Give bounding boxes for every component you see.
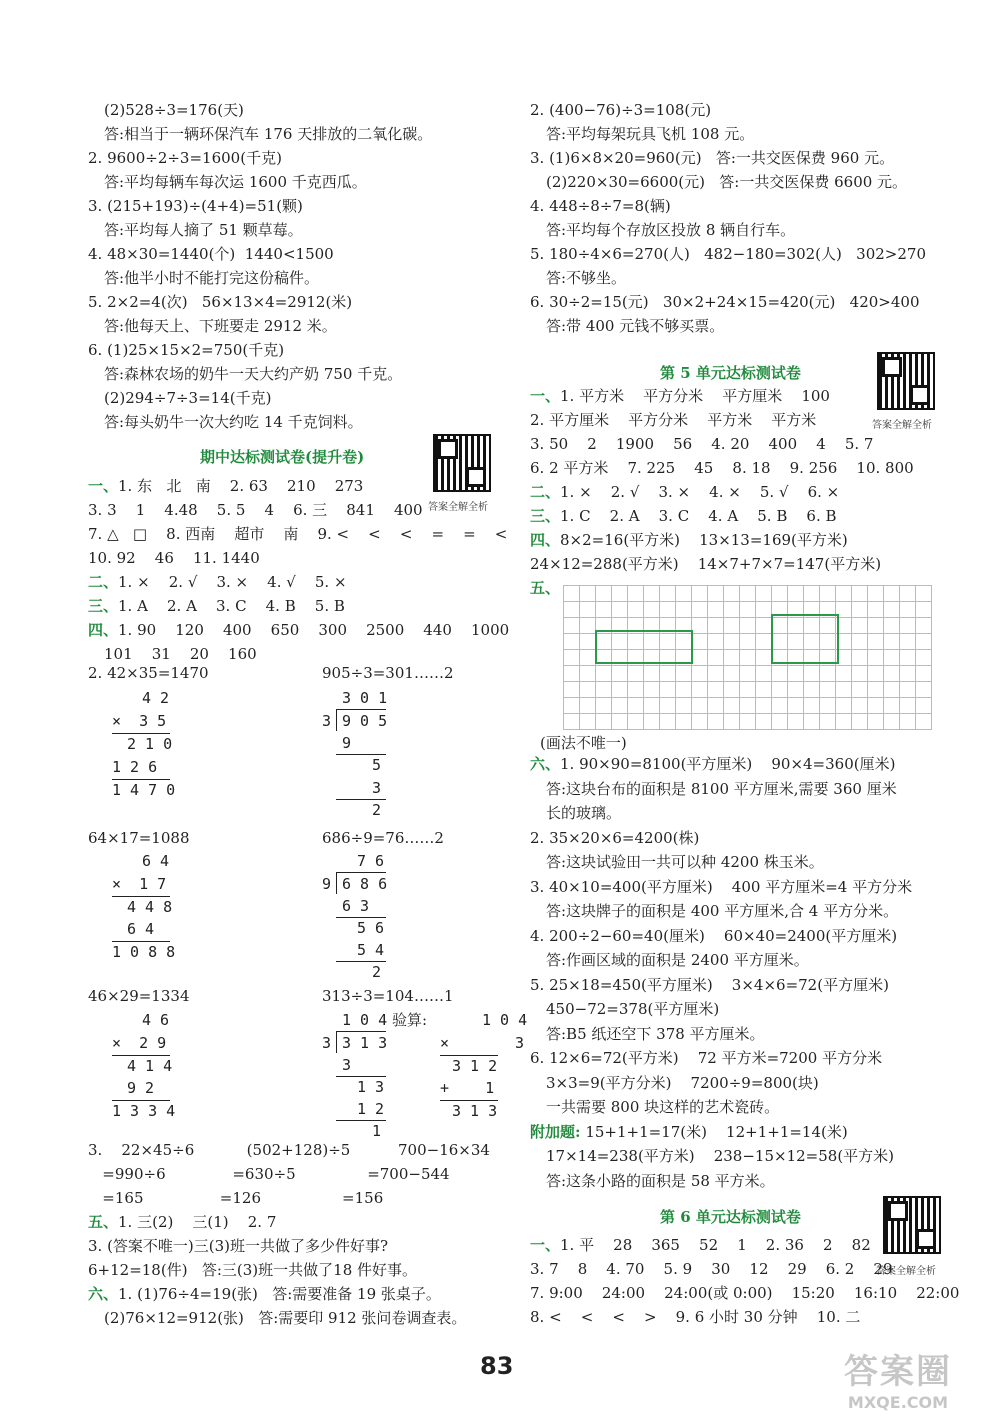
answer-line: 二、1. × 2. √ 3. × 4. √ 5. × bbox=[88, 573, 347, 591]
answer-line: (2)220×30=6600(元) 答:一共交医保费 6600 元。 bbox=[546, 173, 908, 191]
answer-line: 2. 9600÷2÷3=1600(千克) bbox=[88, 149, 282, 167]
answer-line: (2)528÷3=176(天) bbox=[104, 101, 244, 119]
answer-line: =165 =126 =156 bbox=[88, 1189, 384, 1207]
answer-line: 答:作画区域的面积是 2400 平方厘米。 bbox=[546, 951, 809, 969]
answer-line: 7. 9:00 24:00 24:00(或 0:00) 15:20 16:10 22:00 bbox=[530, 1284, 960, 1302]
section-title-midterm: 期中达标测试卷(提升卷) bbox=[200, 448, 365, 466]
qr-code-icon[interactable] bbox=[883, 1196, 941, 1254]
answer-line: 3. 3 1 4.48 5. 5 4 6. 三 841 400 bbox=[88, 501, 423, 519]
watermark-text: 答案圈 bbox=[844, 1352, 952, 1392]
answer-line: 一共需要 800 块这样的艺术瓷砖。 bbox=[546, 1098, 780, 1116]
answer-line: 五、1. 三(2) 三(1) 2. 7 bbox=[88, 1213, 277, 1231]
answer-line: 答:平均每辆车每次运 1600 千克西瓜。 bbox=[104, 173, 367, 191]
answer-line: 答:相当于一辆环保汽车 176 天排放的二氧化碳。 bbox=[104, 125, 433, 143]
answer-line: 3. (215+193)÷(4+4)=51(颗) bbox=[88, 197, 303, 215]
answer-line: 六、1. 90×90=8100(平方厘米) 90×4=360(厘米) bbox=[530, 755, 896, 773]
page-number: 83 bbox=[480, 1352, 514, 1380]
answer-line: 答:这块试验田一共可以种 4200 株玉米。 bbox=[546, 853, 824, 871]
answer-line: 6. 2 平方米 7. 225 45 8. 18 9. 256 10. 800 bbox=[530, 459, 914, 477]
equation-313div3: 313÷3=104……1 bbox=[322, 987, 454, 1005]
answer-line: 答:B5 纸还空下 378 平方厘米。 bbox=[546, 1024, 765, 1043]
answer-line: 答:这块牌子的面积是 400 平方厘米,合 4 平方分米。 bbox=[546, 902, 899, 920]
answer-line: 五、 bbox=[530, 579, 561, 597]
answer-line: 三、1. C 2. A 3. C 4. A 5. B 6. B bbox=[530, 507, 837, 525]
qr-code-icon[interactable] bbox=[433, 434, 491, 492]
answer-line: 一、1. 东 北 南 2. 63 210 273 bbox=[88, 477, 364, 495]
answer-line: 3. 50 2 1900 56 4. 20 400 4 5. 7 bbox=[530, 435, 874, 453]
answer-line: 答:他每天上、下班要走 2912 米。 bbox=[104, 317, 337, 335]
answer-line: 四、1. 90 120 400 650 300 2500 440 1000 bbox=[88, 621, 510, 639]
qr-caption: 答案全解全析 bbox=[428, 502, 488, 513]
answer-line: 长的玻璃。 bbox=[546, 804, 622, 822]
answer-line: 6. (1)25×15×2=750(千克) bbox=[88, 341, 285, 359]
answer-line: 17×14=238(平方米) 238−15×12=58(平方米) bbox=[546, 1147, 895, 1165]
section-title-unit5: 第 5 单元达标测试卷 bbox=[660, 364, 801, 382]
equation-686div9: 686÷9=76……2 bbox=[322, 829, 444, 847]
qr-caption: 答案全解全析 bbox=[872, 420, 932, 431]
answer-line: 101 31 20 160 bbox=[104, 645, 257, 663]
answer-line: 3. 40×10=400(平方厘米) 400 平方厘米=4 平方分米 bbox=[530, 877, 913, 896]
answer-line: 450−72=378(平方厘米) bbox=[546, 1000, 720, 1018]
answer-line: 答:每头奶牛一次大约吃 14 千克饲料。 bbox=[104, 413, 363, 431]
answer-line: 四、8×2=16(平方米) 13×13=169(平方米) bbox=[530, 531, 848, 549]
answer-line: 5. 2×2=4(次) 56×13×4=2912(米) bbox=[88, 293, 353, 311]
answer-line: 答:他半小时不能打完这份稿件。 bbox=[104, 269, 320, 287]
answer-line: 3. (1)6×8×20=960(元) 答:一共交医保费 960 元。 bbox=[530, 149, 895, 167]
equation-64x17: 64×17=1088 bbox=[88, 829, 190, 847]
answer-line: 答:森林农场的奶牛一天大约产奶 750 千克。 bbox=[104, 365, 403, 383]
equation-46x29: 46×29=1334 bbox=[88, 987, 190, 1005]
answer-line: (2)76×12=912(张) 答:需要印 912 张问卷调查表。 bbox=[104, 1309, 467, 1327]
answer-line: 答:不够坐。 bbox=[546, 269, 627, 287]
answer-line: 6+12=18(件) 答:三(3)班一共做了18 件好事。 bbox=[88, 1261, 418, 1279]
equation-42x35: 2. 42×35=1470 bbox=[88, 664, 209, 682]
equation-905div3: 905÷3=301……2 bbox=[322, 664, 454, 682]
answer-line: 10. 92 46 11. 1440 bbox=[88, 549, 260, 567]
answer-line: 24×12=288(平方米) 14×7+7×7=147(平方米) bbox=[530, 555, 882, 573]
answer-line: 答:带 400 元钱不够买票。 bbox=[546, 317, 725, 335]
answer-line: 6. 30÷2=15(元) 30×2+24×15=420(元) 420>400 bbox=[530, 293, 920, 311]
answer-line: 一、1. 平方米 平方分米 平方厘米 100 bbox=[530, 387, 830, 405]
answer-line: 一、1. 平 28 365 52 1 2. 36 2 82 bbox=[530, 1236, 871, 1254]
answer-line: 4. 48×30=1440(个) 1440<1500 bbox=[88, 245, 334, 263]
answer-line: 3. 22×45÷6 (502+128)÷5 700−16×34 bbox=[88, 1141, 490, 1159]
qr-code-icon[interactable] bbox=[877, 352, 935, 410]
answer-line: 4. 448÷8÷7=8(辆) bbox=[530, 197, 671, 215]
watermark-url: MXQE.COM bbox=[847, 1393, 949, 1412]
answer-line: 3×3=9(平方分米) 7200÷9=800(块) bbox=[546, 1073, 819, 1092]
answer-line: (2)294÷7÷3=14(千克) bbox=[104, 389, 272, 407]
answer-line: 7. △ □ 8. 西南 超市 南 9. < < < = = < bbox=[88, 525, 508, 543]
answer-line: 2. (400−76)÷3=108(元) bbox=[530, 101, 712, 119]
answer-line: 2. 35×20×6=4200(株) bbox=[530, 828, 700, 847]
check-label: 验算: bbox=[392, 1011, 428, 1029]
answer-line: 2. 平方厘米 平方分米 平方米 平方米 bbox=[530, 411, 817, 429]
answer-line: =990÷6 =630÷5 =700−544 bbox=[88, 1165, 450, 1183]
grid-note: (画法不唯一) bbox=[540, 734, 627, 752]
answer-line: 二、1. × 2. √ 3. × 4. × 5. √ 6. × bbox=[530, 483, 840, 501]
answer-line: 六、1. (1)76÷4=19(张) 答:需要准备 19 张桌子。 bbox=[88, 1285, 441, 1303]
rectangle-drawing-2 bbox=[771, 614, 839, 664]
watermark-logo bbox=[818, 1344, 978, 1410]
answer-line: 答:平均每架玩具飞机 108 元。 bbox=[546, 125, 755, 143]
qr-caption: 答案全解全析 bbox=[876, 1266, 936, 1277]
answer-line: 三、1. A 2. A 3. C 4. B 5. B bbox=[88, 597, 345, 615]
answer-line: 答:这块台布的面积是 8100 平方厘米,需要 360 厘米 bbox=[546, 779, 897, 798]
answer-line: 5. 180÷4×6=270(人) 482−180=302(人) 302>270 bbox=[530, 245, 927, 263]
answer-line: 6. 12×6=72(平方米) 72 平方米=7200 平方分米 bbox=[530, 1049, 883, 1067]
answer-line: 答:平均每个存放区投放 8 辆自行车。 bbox=[546, 221, 796, 239]
answer-line: 3. 7 8 4. 70 5. 9 30 12 29 6. 2 29 bbox=[530, 1260, 893, 1278]
answer-line: 3. (答案不唯一)三(3)班一共做了多少件好事? bbox=[88, 1237, 389, 1255]
rectangle-drawing-1 bbox=[595, 630, 693, 664]
section-title-unit6: 第 6 单元达标测试卷 bbox=[660, 1208, 801, 1226]
answer-line: 5. 25×18=450(平方厘米) 3×4×6=72(平方厘米) bbox=[530, 975, 889, 994]
answer-line: 答:这条小路的面积是 58 平方米。 bbox=[546, 1171, 775, 1190]
answer-line: 4. 200÷2−60=40(厘米) 60×40=2400(平方厘米) bbox=[530, 926, 898, 945]
answer-line: 答:平均每人摘了 51 颗草莓。 bbox=[104, 221, 303, 239]
answer-line: 8. < < < > 9. 6 小时 30 分钟 10. 二 bbox=[530, 1308, 861, 1326]
answer-line: 附加题: 15+1+1=17(米) 12+1+1=14(米) bbox=[530, 1122, 848, 1141]
